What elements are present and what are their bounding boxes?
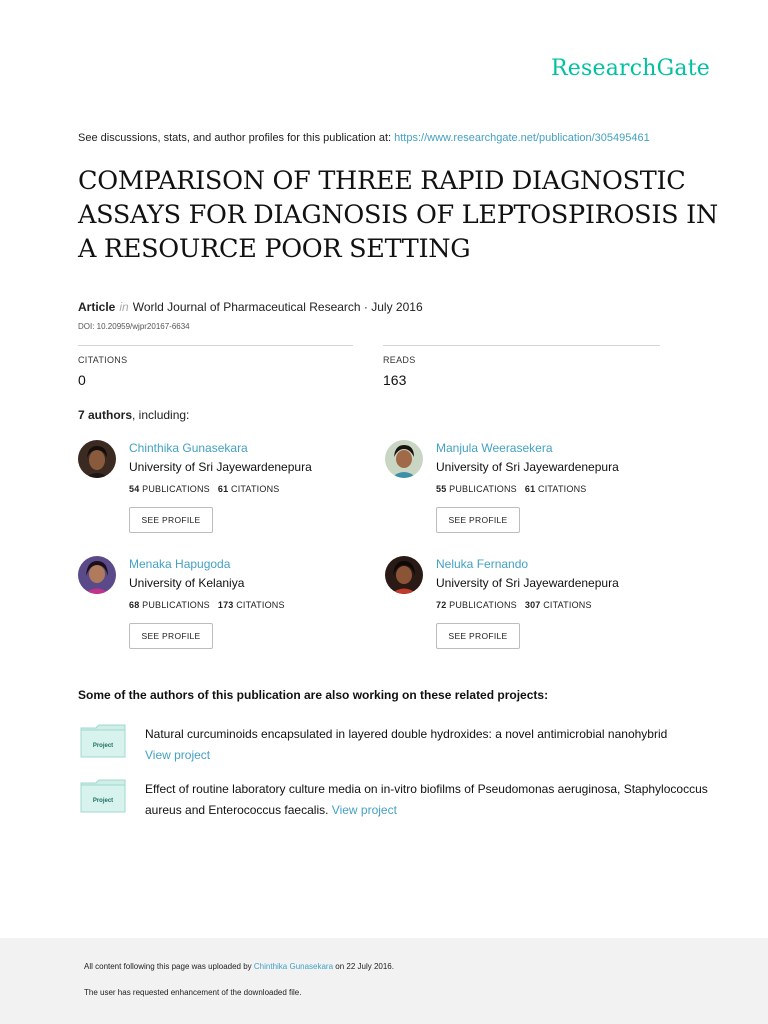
author-affiliation: University of Sri Jayewardenepura (129, 460, 312, 474)
publications-label: PUBLICATIONS (142, 600, 210, 610)
project-folder-icon[interactable] (80, 779, 126, 813)
author-card (78, 556, 378, 656)
citations-label: CITATIONS (538, 484, 587, 494)
citations-count: 61 (217, 484, 229, 494)
view-project-link[interactable]: View project (145, 748, 211, 762)
journal-name[interactable]: World Journal of Pharmaceutical Research · July 2016 (132, 300, 423, 314)
project-description (145, 779, 715, 821)
author-stats (436, 484, 586, 494)
publications-label: PUBLICATIONS (449, 600, 517, 610)
title-line: COMPARISON OF THREE RAPID DIAGNOSTIC (78, 166, 686, 196)
title-line: ASSAYS FOR DIAGNOSIS OF LEPTOSPIROSIS IN (78, 200, 718, 230)
related-projects-heading: Some of the authors of this publication are also working on these related projects: (78, 688, 549, 702)
enhancement-note: The user has requested enhancement of the downloaded file. (84, 988, 302, 997)
author-name[interactable]: Manjula Weerasekera (436, 441, 553, 455)
citations-count: 61 (524, 484, 536, 494)
author-card (385, 556, 685, 656)
citations-label: CITATIONS (231, 484, 280, 494)
see-profile-button[interactable]: SEE PROFILE (436, 623, 520, 649)
citations-value: 0 (78, 372, 86, 388)
citations-label: CITATIONS (543, 600, 592, 610)
project-title: Effect of routine laboratory culture media on in-vitro biofilms of Pseudomonas aeruginosa, Staphylococcus aureus and Enterococcus faecalis. (145, 782, 708, 817)
publication-type: Article (78, 300, 116, 314)
author-card (78, 440, 378, 540)
citations-label: CITATIONS (78, 355, 128, 365)
publications-label: PUBLICATIONS (142, 484, 210, 494)
avatar[interactable] (385, 440, 423, 478)
author-affiliation: University of Sri Jayewardenepura (436, 460, 619, 474)
authors-heading (78, 408, 189, 422)
publication-title (78, 164, 718, 266)
author-affiliation: University of Kelaniya (129, 576, 245, 590)
reads-value: 163 (383, 372, 407, 388)
in-word: in (119, 300, 129, 314)
project-folder-icon[interactable] (80, 724, 126, 758)
author-stats (129, 600, 285, 610)
project-icon-label: Project (92, 798, 114, 804)
see-profile-button[interactable]: SEE PROFILE (436, 507, 520, 533)
citations-label: CITATIONS (236, 600, 285, 610)
author-stats (129, 484, 279, 494)
publications-label: PUBLICATIONS (449, 484, 517, 494)
author-name[interactable]: Menaka Hapugoda (129, 557, 231, 571)
upload-suffix: on 22 July 2016. (333, 962, 394, 971)
title-line: A RESOURCE POOR SETTING (78, 234, 471, 264)
author-affiliation: University of Sri Jayewardenepura (436, 576, 619, 590)
footer (0, 938, 768, 1024)
citations-count: 307 (524, 600, 541, 610)
author-name[interactable]: Chinthika Gunasekara (129, 441, 248, 455)
reads-stat (383, 345, 660, 388)
doi: DOI: 10.20959/wjpr20167-6634 (78, 322, 190, 331)
publication-url-link[interactable]: https://www.researchgate.net/publication/305495461 (394, 132, 650, 144)
citations-stat (78, 345, 353, 388)
see-profile-button[interactable]: SEE PROFILE (129, 507, 213, 533)
citations-count: 173 (217, 600, 234, 610)
upload-note (84, 962, 394, 971)
avatar[interactable] (385, 556, 423, 594)
project-description (145, 724, 715, 766)
author-stats (436, 600, 592, 610)
see-profile-button[interactable]: SEE PROFILE (129, 623, 213, 649)
researchgate-logo[interactable]: ResearchGate (551, 56, 710, 81)
project-title: Natural curcuminoids encapsulated in layered double hydroxides: a novel antimicrobial nanohybrid (145, 727, 668, 741)
author-name[interactable]: Neluka Fernando (436, 557, 529, 571)
avatar[interactable] (78, 556, 116, 594)
uploader-link[interactable]: Chinthika Gunasekara (253, 962, 334, 971)
discussion-note (78, 132, 650, 144)
publication-meta (78, 300, 423, 314)
publications-count: 54 (129, 484, 140, 494)
upload-prefix: All content following this page was uploaded by (84, 962, 254, 971)
reads-label: READS (383, 355, 416, 365)
author-card (385, 440, 685, 540)
discussion-text: See discussions, stats, and author profiles for this publication at: (78, 132, 395, 144)
publications-count: 55 (436, 484, 447, 494)
authors-suffix: , including: (132, 408, 190, 422)
authors-count: 7 authors (78, 408, 133, 422)
publications-count: 68 (129, 600, 140, 610)
avatar[interactable] (78, 440, 116, 478)
project-icon-label: Project (92, 743, 114, 749)
view-project-link[interactable]: View project (331, 803, 397, 817)
publications-count: 72 (436, 600, 447, 610)
